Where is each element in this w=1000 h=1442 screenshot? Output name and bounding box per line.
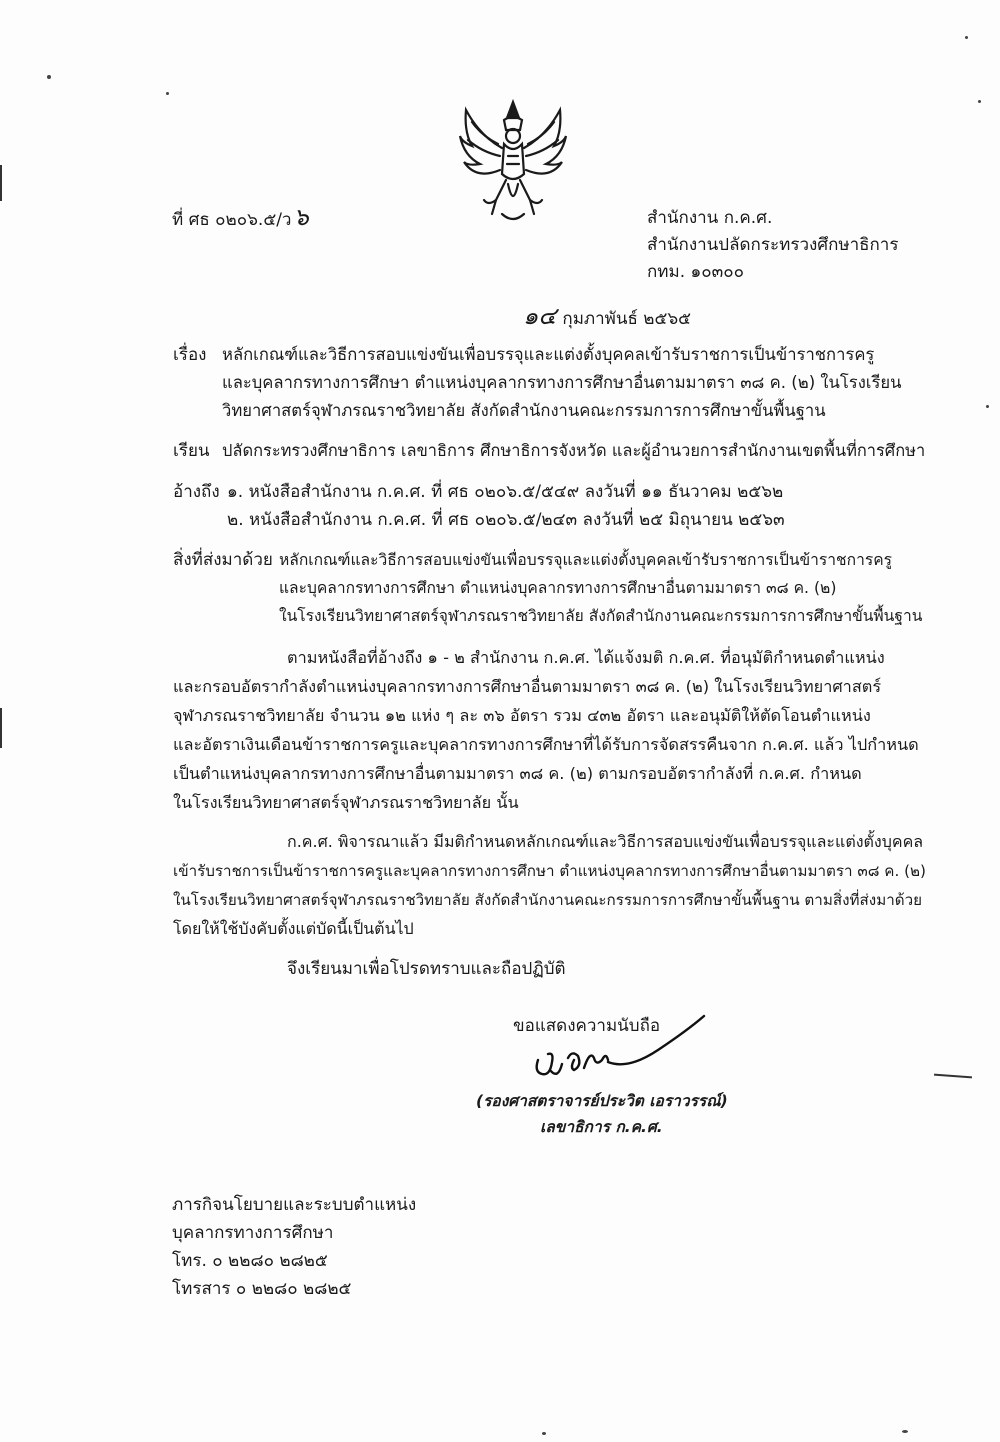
footer-unit-line-2: บุคลากรทางการศึกษา	[172, 1223, 334, 1243]
addressee-text: ปลัดกระทรวงศึกษาธิการ เลขาธิการ ศึกษาธิการจังหวัด และผู้อำนวยการสำนักงานเขตพื้นที่การศึกษา	[222, 441, 926, 460]
scan-speck	[965, 36, 968, 39]
subject-line: หลักเกณฑ์และวิธีการสอบแข่งขันเพื่อบรรจุและแต่งตั้งบุคคลเข้ารับราชการเป็นข้าราชการครู	[222, 345, 875, 364]
body-paragraph-1-line: เป็นตำแหน่งบุคลากรทางการศึกษาอื่นตามมาตรา ๓๘ ค. (๒) ตามกรอบอัตรากำลังที่ ก.ค.ศ. กำหนด	[173, 764, 862, 783]
scan-speck	[986, 405, 989, 408]
body-paragraph-2-line: เข้ารับราชการเป็นข้าราชการครูและบุคลากรทางการศึกษา ตำแหน่งบุคลากรทางการศึกษาอื่นตามมาตรา ๓๘ ค. (๒)	[173, 862, 926, 880]
scan-speck	[978, 100, 981, 103]
scan-margin-mark	[0, 708, 2, 748]
enclosure-line: หลักเกณฑ์และวิธีการสอบแข่งขันเพื่อบรรจุและแต่งตั้งบุคคลเข้ารับราชการเป็นข้าราชการครู	[279, 551, 893, 569]
body-paragraph-1-line: ตามหนังสือที่อ้างถึง ๑ - ๒ สำนักงาน ก.ค.ศ. ได้แจ้งมติ ก.ค.ศ. ที่อนุมัติกำหนดตำแหน่ง	[287, 648, 885, 667]
closing-request: จึงเรียนมาเพื่อโปรดทราบและถือปฏิบัติ	[287, 959, 566, 979]
scan-speck	[166, 92, 169, 95]
body-paragraph-1-line: จุฬาภรณราชวิทยาลัย จำนวน ๑๒ แห่ง ๆ ละ ๓๖ อัตรา รวม ๔๓๒ อัตรา และอนุมัติให้ตัดโอนตำแหน่ง	[173, 706, 871, 725]
footer-fax: โทรสาร ๐ ๒๒๘๐ ๒๘๒๕	[172, 1279, 352, 1299]
footer-phone: โทร. ๐ ๒๒๘๐ ๒๘๒๕	[172, 1251, 328, 1271]
signer-name: (รองศาสตราจารย์ประวิต เอราวรรณ์)	[476, 1092, 728, 1110]
subject-label: เรื่อง	[173, 345, 207, 365]
addressee-label: เรียน	[173, 441, 210, 461]
closing-regards: ขอแสดงความนับถือ	[513, 1016, 661, 1036]
scan-margin-mark	[934, 1074, 972, 1079]
signer-title: เลขาธิการ ก.ค.ศ.	[540, 1118, 663, 1136]
handwritten-signature-icon	[528, 1010, 718, 1085]
reference-label: อ้างถึง	[173, 482, 220, 502]
subject-line: และบุคลากรทางการศึกษา ตำแหน่งบุคลากรทางการศึกษาอื่นตามมาตรา ๓๘ ค. (๒) ในโรงเรียน	[222, 373, 902, 392]
body-paragraph-2-line: ในโรงเรียนวิทยาศาสตร์จุฬาภรณราชวิทยาลัย สังกัดสำนักงานคณะกรรมการการศึกษาขั้นพื้นฐาน ตามสิ่งที่ส่งมาด้วย	[173, 891, 923, 909]
reference-item: ๒. หนังสือสำนักงาน ก.ค.ศ. ที่ ศธ ๐๒๐๖.๕/๒๔๓ ลงวันที่ ๒๕ มิถุนายน ๒๕๖๓	[227, 510, 785, 530]
body-paragraph-2-line: ก.ค.ศ. พิจารณาแล้ว มีมติกำหนดหลักเกณฑ์และวิธีการสอบแข่งขันเพื่อบรรจุและแต่งตั้งบุคคล	[287, 832, 924, 851]
body-paragraph-1-line: และอัตราเงินเดือนข้าราชการครูและบุคลากรทางการศึกษาที่ได้รับการจัดสรรคืนจาก ก.ค.ศ. แล้ว ไปกำหนด	[173, 735, 919, 754]
garuda-emblem-icon	[458, 96, 568, 226]
enclosure-line: ในโรงเรียนวิทยาศาสตร์จุฬาภรณราชวิทยาลัย สังกัดสำนักงานคณะกรรมการการศึกษาขั้นพื้นฐาน	[279, 607, 923, 625]
sender-postcode: กทม. ๑๐๓๐๐	[647, 262, 745, 282]
sender-office-line-2: สำนักงานปลัดกระทรวงศึกษาธิการ	[647, 235, 899, 255]
scan-speck	[542, 1432, 546, 1435]
scan-speck	[47, 75, 51, 79]
enclosure-line: และบุคลากรทางการศึกษา ตำแหน่งบุคลากรทางการศึกษาอื่นตามมาตรา ๓๘ ค. (๒)	[279, 579, 837, 597]
scan-margin-mark	[0, 165, 2, 201]
letter-reference-number: ที่ ศธ ๐๒๐๖.๕/ว๖	[172, 203, 309, 231]
body-paragraph-2-line: โดยให้ใช้บังคับตั้งแต่บัดนี้เป็นต้นไป	[173, 919, 414, 938]
subject-line: วิทยาศาสตร์จุฬาภรณราชวิทยาลัย สังกัดสำนักงานคณะกรรมการการศึกษาขั้นพื้นฐาน	[222, 401, 826, 420]
sender-office-line-1: สำนักงาน ก.ค.ศ.	[647, 208, 773, 228]
footer-unit-line-1: ภารกิจนโยบายและระบบตำแหน่ง	[172, 1195, 417, 1215]
body-paragraph-1-line: และกรอบอัตรากำลังตำแหน่งบุคลากรทางการศึกษาอื่นตามมาตรา ๓๘ ค. (๒) ในโรงเรียนวิทยาศาสตร์	[173, 677, 882, 696]
scan-speck	[902, 1430, 908, 1433]
handwritten-date-day: ๑๔	[523, 302, 557, 330]
reference-item: ๑. หนังสือสำนักงาน ก.ค.ศ. ที่ ศธ ๐๒๐๖.๕/๕๔๙ ลงวันที่ ๑๑ ธันวาคม ๒๕๖๒	[227, 482, 784, 502]
letter-date: ๑๔ กุมภาพันธ์ ๒๕๖๕	[523, 302, 691, 330]
body-paragraph-1-line: ในโรงเรียนวิทยาศาสตร์จุฬาภรณราชวิทยาลัย นั้น	[173, 793, 519, 812]
handwritten-ref-digit: ๖	[293, 203, 309, 231]
enclosure-label: สิ่งที่ส่งมาด้วย	[173, 550, 273, 570]
